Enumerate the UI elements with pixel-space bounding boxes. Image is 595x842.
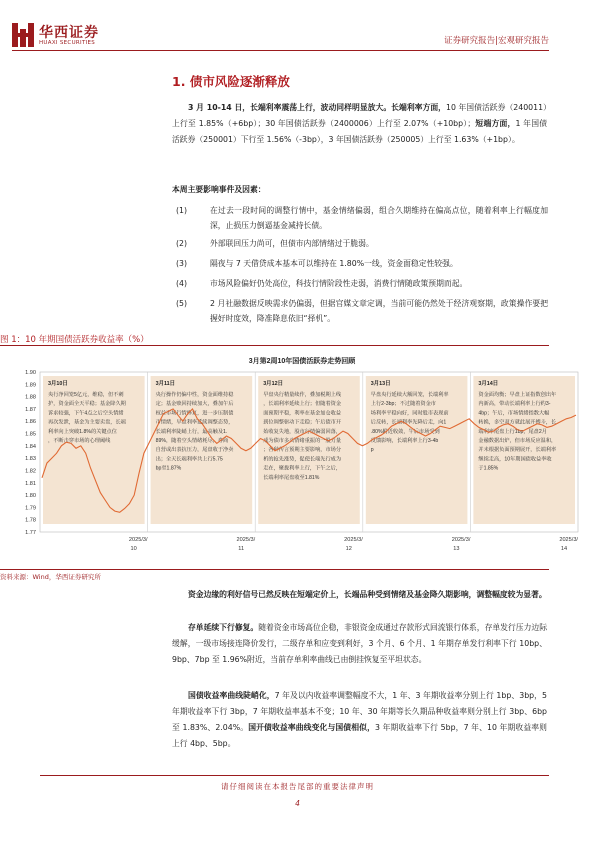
annotation-text: 自营或出表抗压力，尾盘收于净卖: [155, 447, 234, 454]
y-tick-label: 1.77: [25, 530, 36, 536]
annotation-text: 面预期平稳，利率在基金加仓收益: [263, 410, 342, 417]
annotation-text: bp至1.87%: [155, 465, 182, 472]
y-tick-label: 1.87: [25, 406, 36, 413]
list-item-text: 外部联回压力尚可，但债市内部情绪过于脆弱。: [210, 239, 374, 248]
y-tick-label: 1.84: [25, 443, 36, 450]
footer-disclaimer: 请仔细阅读在本报告尾部的重要法律声明: [221, 782, 374, 791]
y-tick-label: 1.90: [25, 370, 36, 376]
annotation-text: 端利率尾盘上行1bp，尾盘2月: [478, 428, 548, 435]
x-tick-label: 13: [453, 546, 460, 552]
annotation-text: 央行净回笼5亿元，维稳，但不刺: [48, 392, 124, 398]
list-item-text: 在过去一段时间的调整行情中，基金情绪偏弱，组合久期维持在偏高点位，随着利率上行幅度加深，止损压力倒逼基金减持长债。: [210, 206, 548, 230]
annotation-text: 央行操作仍偏中性，资金面维持稳: [155, 392, 234, 398]
annotation-text: 早盘央行延续大额回笼，长端利率: [370, 392, 449, 398]
annotation-text: 定；基金赎回持续加大，叠加午后: [155, 401, 234, 408]
annotation-text: .80%附近收敛，午后市场受到: [370, 428, 440, 435]
y-tick-label: 1.82: [25, 468, 36, 475]
annotation-text: 转换，多空双方就此展开搏斗，长: [478, 419, 557, 426]
annotation-text: 长端利率陡峭上行，最高触及1.: [155, 428, 228, 435]
list-item-text: 市场风险偏好仍处高位，科技行情阶段性走弱，消费行情随政策预期而起。: [210, 279, 468, 288]
annotation-text: 场利率平稳向好，同时股市表现前: [370, 410, 449, 417]
chart-title: 3月第2周10年国债活跃券走势回顾: [248, 358, 356, 365]
intro-text-2: 1 年国债活跃券（250001）下行至 1.56%（-3bp），3 年国债活跃券（250005）上行至 1.63%（+1bp）。: [172, 119, 548, 144]
annotation-text: 并未根据负面预期展开，长端利率: [478, 447, 557, 454]
list-item-number: (5): [176, 299, 188, 308]
y-tick-label: 1.80: [25, 493, 36, 500]
annotation-title: 3月13日: [370, 381, 391, 387]
list-item-number: (1): [176, 206, 188, 215]
annotation-text: 89%，随着空头情绪耗尽，券商: [155, 438, 229, 444]
curve-text: 7 年及以内收益率调整幅度不大，1 年、3 年期收益率分别上行 1bp、3bp，5 年期收益率下行 3bp，7 年期收益率基本不变；10 年、30 年期等长久期品种收益率则分别上行 3bp、6bp 至 1.83%、2.04%。: [172, 691, 547, 732]
x-tick-label: 2025/3/: [451, 537, 471, 543]
summary-paragraph: 资金边缘的利好信号已然反映在短端定价上，长端品种受到情绪及基金降久期影响，调整幅度较为显著。: [188, 590, 547, 599]
intro-lead-2: 长端利率方面，: [391, 103, 447, 112]
cd-paragraph: [172, 620, 547, 668]
x-tick-label: 11: [238, 546, 245, 552]
annotation-text: 析的抢先涨势，促使长端先行成为: [263, 456, 342, 463]
figure-title: 图 1：10 年期国债活跃券收益率（%）: [0, 335, 149, 345]
x-tick-label: 10: [130, 546, 137, 552]
section-title: 债市风险逐渐释放: [189, 74, 290, 89]
annotation-text: 始收复失地，股市行情偏弱回落，: [263, 428, 342, 435]
annotation-text: 资金面均衡；早盘上证指数创出年: [478, 392, 557, 398]
y-tick-label: 1.88: [25, 394, 36, 401]
plot-area: [25, 370, 578, 552]
cd-lead: 存单延续下行修复。: [188, 623, 259, 632]
y-tick-label: 1.78: [25, 517, 36, 524]
footer-divider: [40, 775, 549, 776]
annotation-text: 上行2-3bp；不过随着资金市: [370, 401, 436, 408]
events-heading: 本周主要影响事件及因素：: [172, 185, 266, 194]
page-number: 4: [295, 799, 300, 808]
annotation-text: 护，资金面全天平稳；基金降久期: [48, 401, 126, 408]
y-tick-label: 1.79: [25, 505, 36, 512]
annotation-text: ，不断击穿市场的心理阈线: [48, 438, 111, 444]
annotation-text: 于1.85%: [478, 465, 499, 472]
cd-text: 随着资金市场高位企稳，非银资金成通过存款形式回流银行体系，存单发行压力边际缓解，一级市场接连降价发行，二级存单和应变到利好，3 个月、6 个月、1 年期存单发行利率下行 10bp、9bp、7bp 至 1.96%附近，当前存单利率曲线已由倒挂恢复至平坦状态。: [172, 623, 548, 664]
y-tick-label: 1.89: [25, 382, 36, 389]
figure-bottom-rule: [0, 569, 549, 570]
x-tick-label: 14: [560, 546, 568, 552]
y-tick-label: 1.85: [25, 431, 36, 438]
company-name-cn: 华西证券: [39, 25, 99, 41]
y-tick-label: 1.81: [25, 480, 36, 487]
curve-lead: 国债收益率曲线陡峭化，: [188, 691, 275, 700]
list-item-text: 隔夜与 7 天借贷成本基本可以维持在 1.80%一线，资金面稳定性较强。: [210, 259, 458, 268]
yield-chart: [0, 347, 595, 568]
annotation-box: [366, 376, 468, 524]
annotation-text: 到位调整驱动下走稳；午后债市开: [263, 419, 342, 426]
header-divider: [12, 50, 549, 51]
figure-source: 资料来源：Wind，华西证券研究所: [0, 573, 101, 581]
annotation-title: 3月14日: [478, 381, 499, 387]
annotation-text: 后反转，长端利率先降后走，向1: [370, 419, 447, 426]
report-type: 证券研究报告|宏观研究报告: [444, 36, 549, 46]
x-tick-label: 2025/3/: [559, 537, 578, 543]
annotation-text: ，长端利率延续上行；但随着资金: [263, 401, 342, 408]
annotation-text: 权益市场行情修复，进一步压制债: [155, 410, 234, 417]
x-tick-label: 2025/3/: [344, 537, 363, 543]
company-name-en: HUAXI SECURITIES: [39, 40, 96, 46]
annotation-text: 长端利率尾盘收至1.81%: [263, 474, 320, 481]
annotation-text: 利率向上突破1.8%的关键点位: [48, 428, 117, 435]
annotation-title: 3月11日: [155, 381, 176, 387]
annotation-text: 走在，聚拢利率上行，下午之后，: [263, 465, 342, 472]
annotation-text: 诉求较强，下午4点之后空头情绪: [48, 410, 124, 417]
annotation-text: 市情绪，早盘利率延续调整态势，: [155, 419, 234, 426]
cdb-lead: 国开债收益率曲线变化与国债相似，: [248, 723, 376, 732]
company-logo-icon: [12, 23, 34, 47]
list-item-text: 2 月社融数据反映需求仍偏弱，但据官媒文章定调，当前可能仍然处于经济观察期，政策操作要把握好时度效，降准降息依旧“择机”。: [210, 299, 548, 323]
list-item-number: (4): [176, 279, 188, 288]
list-item-number: (2): [176, 239, 188, 248]
y-tick-label: 1.86: [25, 419, 36, 426]
intro-text-1: 10 年国债活跃券（240011）上行至 1.85%（+6bp）；30 年国债活跃券（2400006）上行至 2.07%（+10bp）；: [172, 103, 547, 128]
section-number: 1.: [172, 74, 186, 89]
curve-paragraph: [172, 688, 547, 752]
annotation-text: 内新高，带动长端利率上行约3-: [478, 401, 551, 408]
figure-top-rule: [0, 345, 549, 346]
annotation-text: 早盘央行精量续作，叠加税期上线: [263, 392, 342, 398]
intro-paragraph: [172, 100, 547, 148]
annotation-title: 3月12日: [263, 381, 283, 387]
annotation-text: 4bp；午后，市场情绪指数大幅: [478, 410, 550, 417]
intro-bold-3: 短端方面，: [475, 119, 516, 128]
annotation-text: 反馈影响，长端利率上行3-4b: [370, 438, 439, 444]
section-heading: [172, 72, 290, 90]
intro-lead: 3 月 10-14 日，长端利率震荡上行，波动同样明显放大。: [188, 103, 392, 112]
annotation-text: p: [370, 447, 374, 454]
annotation-text: 再次发泄，基金为主要卖盘，长端: [48, 419, 126, 426]
annotation-text: 出；全天长端利率共上行5.75: [155, 456, 223, 463]
x-tick-label: 2025/3/: [236, 537, 256, 543]
cdb-text: 3 年期收益率下行 5bp，7 年、10 年期收益率则上行 4bp、5bp。: [172, 723, 547, 748]
y-tick-label: 1.83: [25, 456, 36, 463]
x-tick-label: 12: [345, 546, 352, 552]
annotation-title: 3月10日: [48, 381, 68, 387]
x-tick-label: 2025/3/: [128, 537, 148, 543]
annotation-text: 成为债市多头情绪重振的一股力量: [263, 438, 342, 444]
annotation-text: 继续走高，10年期国债收益率收: [478, 456, 552, 463]
annotation-text: ；各种传言预期主要影响，市场分: [263, 447, 342, 454]
annotation-text: 金融数据出炉，但市场反应温和，: [478, 438, 557, 444]
list-item-number: (3): [176, 259, 188, 268]
